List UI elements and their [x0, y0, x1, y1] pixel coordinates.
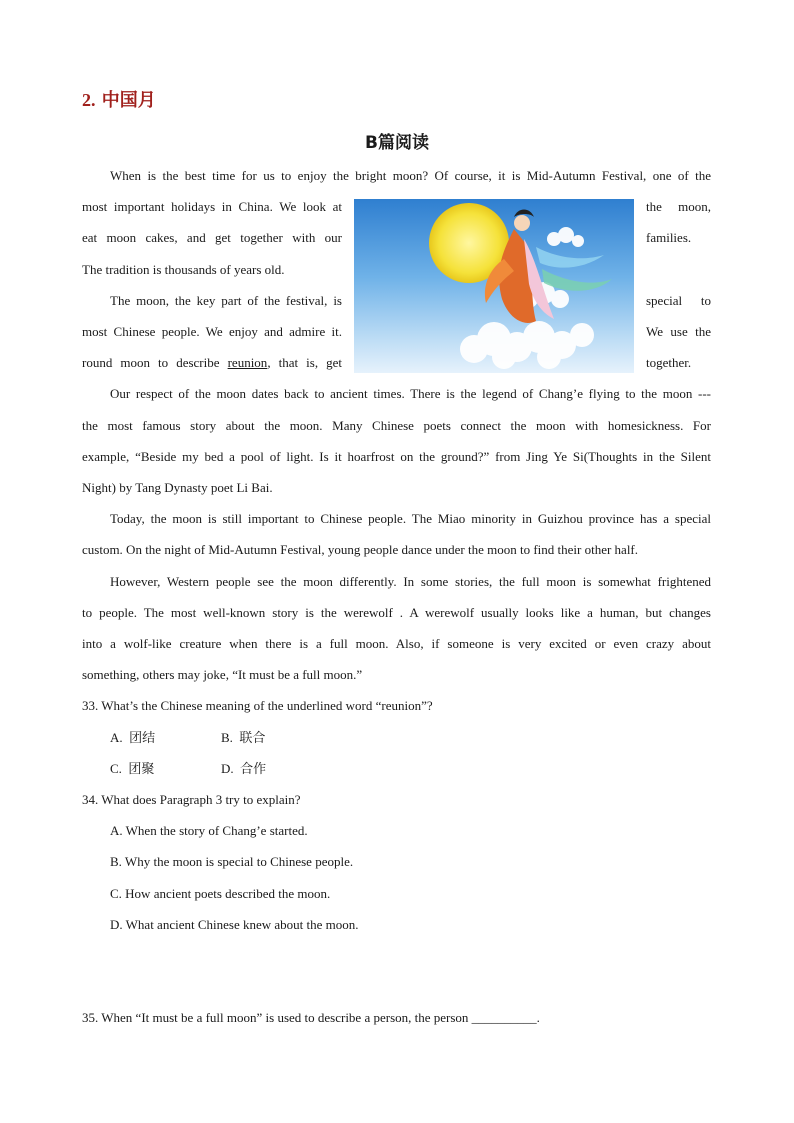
q33-option-c — [110, 759, 154, 780]
p1-line2-left: most important holidays in China. We look at — [82, 199, 342, 214]
change-moon-illustration — [354, 199, 634, 373]
p2-line2-right: We use the — [646, 324, 711, 339]
p3-line1: Our respect of the moon dates back to ancient times. There is the legend of Chang’e flying to the moon --- — [110, 386, 711, 401]
q35-stem-text: 35. When “It must be a full moon” is used to describe a person, the person — [82, 1010, 469, 1025]
p4-line2: custom. On the night of Mid-Autumn Festival, young people dance under the moon to find their other half. — [82, 542, 639, 557]
q34-option-d: D. What ancient Chinese knew about the moon. — [110, 917, 359, 932]
section-title-text: 中国月 — [101, 90, 156, 111]
q33-option-d-label: D. — [221, 761, 234, 776]
p1-line1: When is the best time for us to enjoy the bright moon? Of course, it is Mid-Autumn Festival, one of the — [110, 168, 711, 183]
q34-option-c: C. How ancient poets described the moon. — [110, 886, 331, 901]
q33-option-a — [110, 728, 155, 749]
p2-line3-right: together. — [646, 355, 692, 370]
p4-line1: Today, the moon is still important to Chinese people. The Miao minority in Guizhou province has a special — [110, 511, 711, 526]
q33-option-b-text: 联合 — [239, 731, 266, 746]
p2-line1-left: The moon, the key part of the festival, is — [110, 293, 342, 308]
p3-line2: the most famous story about the moon. Many Chinese poets connect the moon with homesickness. For — [82, 418, 711, 433]
p2-line3-a: round moon to describe — [82, 355, 220, 370]
section-title — [82, 86, 156, 112]
q35-answer-blank: __________. — [471, 1010, 540, 1025]
section-number: 2. — [82, 90, 96, 110]
reading-title: B篇阅读 — [365, 133, 429, 153]
p1-line3-left: eat moon cakes, and get together with our — [82, 230, 342, 245]
q34-option-b: B. Why the moon is special to Chinese people. — [110, 854, 354, 869]
p1-line2-right: the moon, — [646, 199, 711, 214]
q33-option-d-text: 合作 — [240, 762, 267, 777]
p5-line4: something, others may joke, “It must be a full moon.” — [82, 667, 363, 682]
q33-option-b — [221, 728, 265, 749]
underlined-word-reunion: reunion — [227, 355, 268, 370]
q33-option-a-text: 团结 — [129, 731, 156, 746]
q33-option-a-label: A. — [110, 730, 123, 745]
illustration-svg — [354, 199, 634, 373]
p1-line4: The tradition is thousands of years old. — [82, 262, 285, 277]
p5-line2: to people. The most well-known story is the werewolf . A werewolf usually looks like a human, but changes — [82, 605, 711, 620]
question-35-stem — [82, 1008, 540, 1028]
p1-line3-right: families. — [646, 230, 692, 245]
q33-option-d — [221, 759, 266, 780]
p3-line4: Night) by Tang Dynasty poet Li Bai. — [82, 480, 273, 495]
p2-line2-left: most Chinese people. We enjoy and admire it. — [82, 324, 342, 339]
p5-line1: However, Western people see the moon differently. In some stories, the full moon is somewhat frightened — [110, 574, 711, 589]
p2-line1-right: special to — [646, 293, 711, 308]
question-34-stem: 34. What does Paragraph 3 try to explain? — [82, 792, 301, 807]
p5-line3: into a wolf-like creature when there is a full moon. Also, if someone is very excited or even crazy about — [82, 636, 711, 651]
question-33-stem: 33. What’s the Chinese meaning of the underlined word “reunion”? — [82, 698, 433, 713]
p2-line3-b: , that is, get — [267, 355, 343, 370]
q33-option-c-text: 团聚 — [128, 762, 155, 777]
p3-line3: example, “Beside my bed a pool of light. Is it hoarfrost on the ground?” from Jing Ye Si(Thoughts in the Silent — [82, 449, 711, 464]
p2-line3-left — [82, 353, 342, 373]
q33-option-b-label: B. — [221, 730, 233, 745]
q33-option-c-label: C. — [110, 761, 122, 776]
q34-option-a: A. When the story of Chang’e started. — [110, 823, 308, 838]
